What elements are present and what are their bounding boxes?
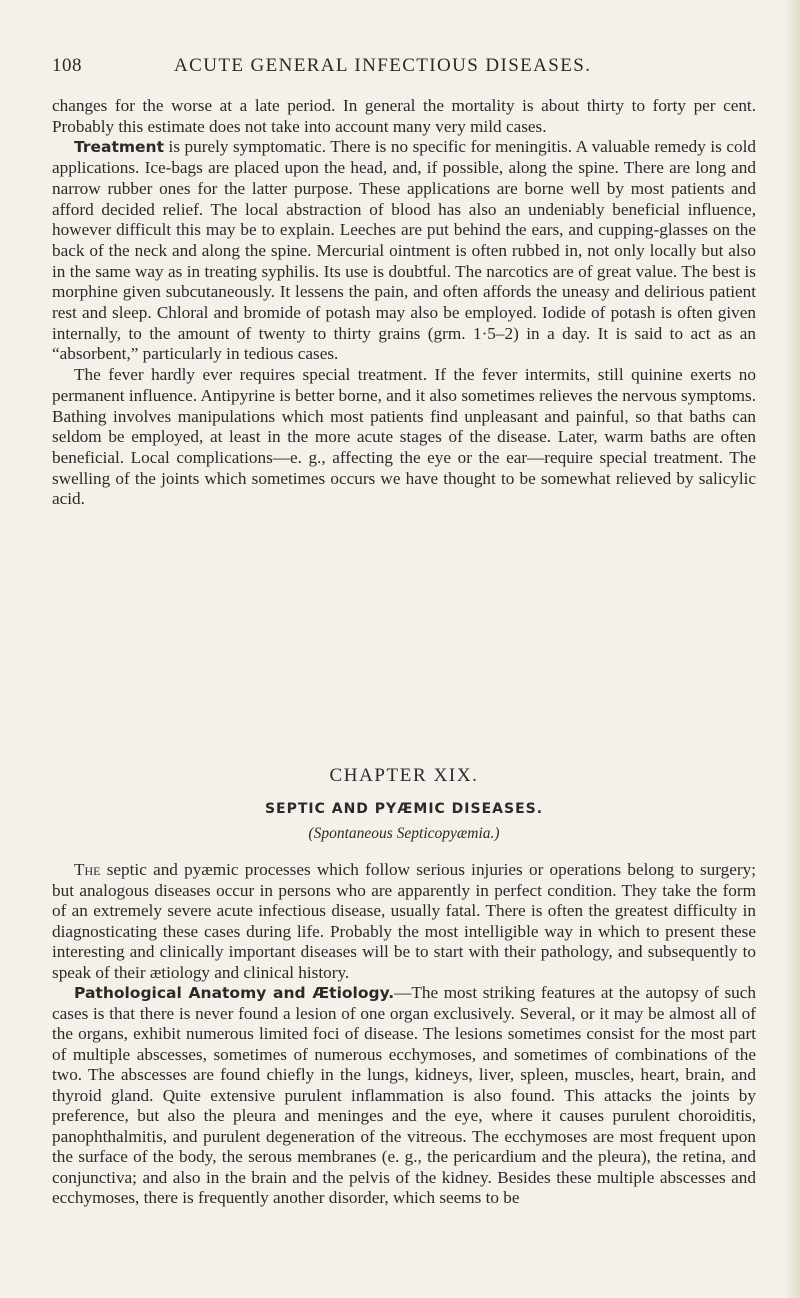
section-title: SEPTIC AND PYÆMIC DISEASES.	[264, 801, 544, 817]
bold-lead-pathology: Pathological Anatomy and Ætiology.	[74, 984, 395, 1002]
paragraph-treatment	[52, 137, 756, 365]
bold-lead-treatment: Treatment	[74, 138, 165, 157]
paragraph-text: is purely symptomatic. There is no specific for meningitis. A valuable remedy is cold applications. Ice-bags are placed upon the head, and, if possible, along the spine. There are long and narrow rubber ones for the latter purpose. These applications are borne well by most patients and afford decided relief. The local abstraction of blood has also an undeniably beneficial influence, however difficult this may be to explain. Leeches are put behind the ears, and cupping-glasses on the back of the neck and along the spine. Mercurial ointment is often rubbed in, not only locally but also in the same way as in treating syphilis. Its use is doubtful. The narcotics are of great value. The best is morphine given subcutaneously. It lessens the pain, and often affords the uneasy and delirious patient rest and sleep. Chloral and bromide of potash may also be employed. Iodide of potash is often given internally, to the amount of twenty to thirty grains (grm. 1·5–2) in a day. It is said to act as an “absorbent,” particularly in tedious cases.	[52, 137, 756, 364]
chapter-heading	[52, 765, 756, 843]
paragraph-text: —The most striking features at the autopsy of such cases is that there is never found a lesion of one organ exclusively. Several, or it may be almost all of the organs, exhibit numerous limited foci of disease. The lesions sometimes consist for the most part of multiple abscesses, sometimes of numerous ecchymoses, and sometimes of combinations of the two. The abscesses are found chiefly in the lungs, kidneys, liver, spleen, muscles, heart, brain, and thyroid gland. Quite extensive purulent inflammation is also found. This attacks the joints by preference, but also the pleura and meninges and the eye, where it causes purulent choroiditis, panophthalmitis, and purulent degeneration of the vitreous. The ecchymoses are most frequent upon the surface of the body, the serous membranes (e. g., the pericardium and the pleura), the retina, and conjunctiva; and also in the brain and the pelvis of the kidney. Besides these multiple abscesses and ecchymoses, there is frequently another disorder, which seems to be	[52, 983, 756, 1207]
paragraph-pathology	[52, 983, 756, 1209]
paragraph-text: septic and pyæmic processes which follow serious injuries or operations belong to surgery; but analogous diseases occur in persons who are apparently in perfect condition. They take the form of an extremely severe acute infectious disease, usually fatal. There is often the greatest difficulty in diagnosticating these cases during life. Probably the most intelligible way in which to present these interesting and clinically important diseases will be to start with their pathology, and subsequently to speak of their ætiology and clinical history.	[52, 860, 756, 982]
page-edge-shadow	[784, 0, 800, 1298]
page-number: 108	[52, 55, 82, 76]
first-word: The	[74, 860, 101, 879]
page-header	[52, 55, 752, 83]
chapter-subtitle: (Spontaneous Septicopyæmia.)	[308, 825, 500, 842]
paragraph: changes for the worse at a late period. In general the mortality is about thirty to forty per cent. Probably this estimate does not take into account many very mild cases.	[52, 96, 756, 136]
treatment-section	[52, 96, 756, 510]
chapter-title: CHAPTER XIX.	[329, 765, 479, 786]
running-head: ACUTE GENERAL INFECTIOUS DISEASES.	[174, 55, 592, 76]
septic-section	[52, 860, 756, 1209]
paragraph: The fever hardly ever requires special treatment. If the fever intermits, still quinine exerts no permanent influence. Antipyrine is better borne, and it also sometimes relieves the nervous symptoms. Bathing involves manipulations which most patients find unpleasant and painful, so that baths can seldom be employed, at least in the more acute stages of the disease. Later, warm baths are often beneficial. Local complications—e. g., affecting the eye or the ear—require special treatment. The swelling of the joints which sometimes occurs we have thought to be somewhat relieved by salicylic acid.	[52, 365, 756, 509]
paragraph-intro	[52, 860, 756, 983]
